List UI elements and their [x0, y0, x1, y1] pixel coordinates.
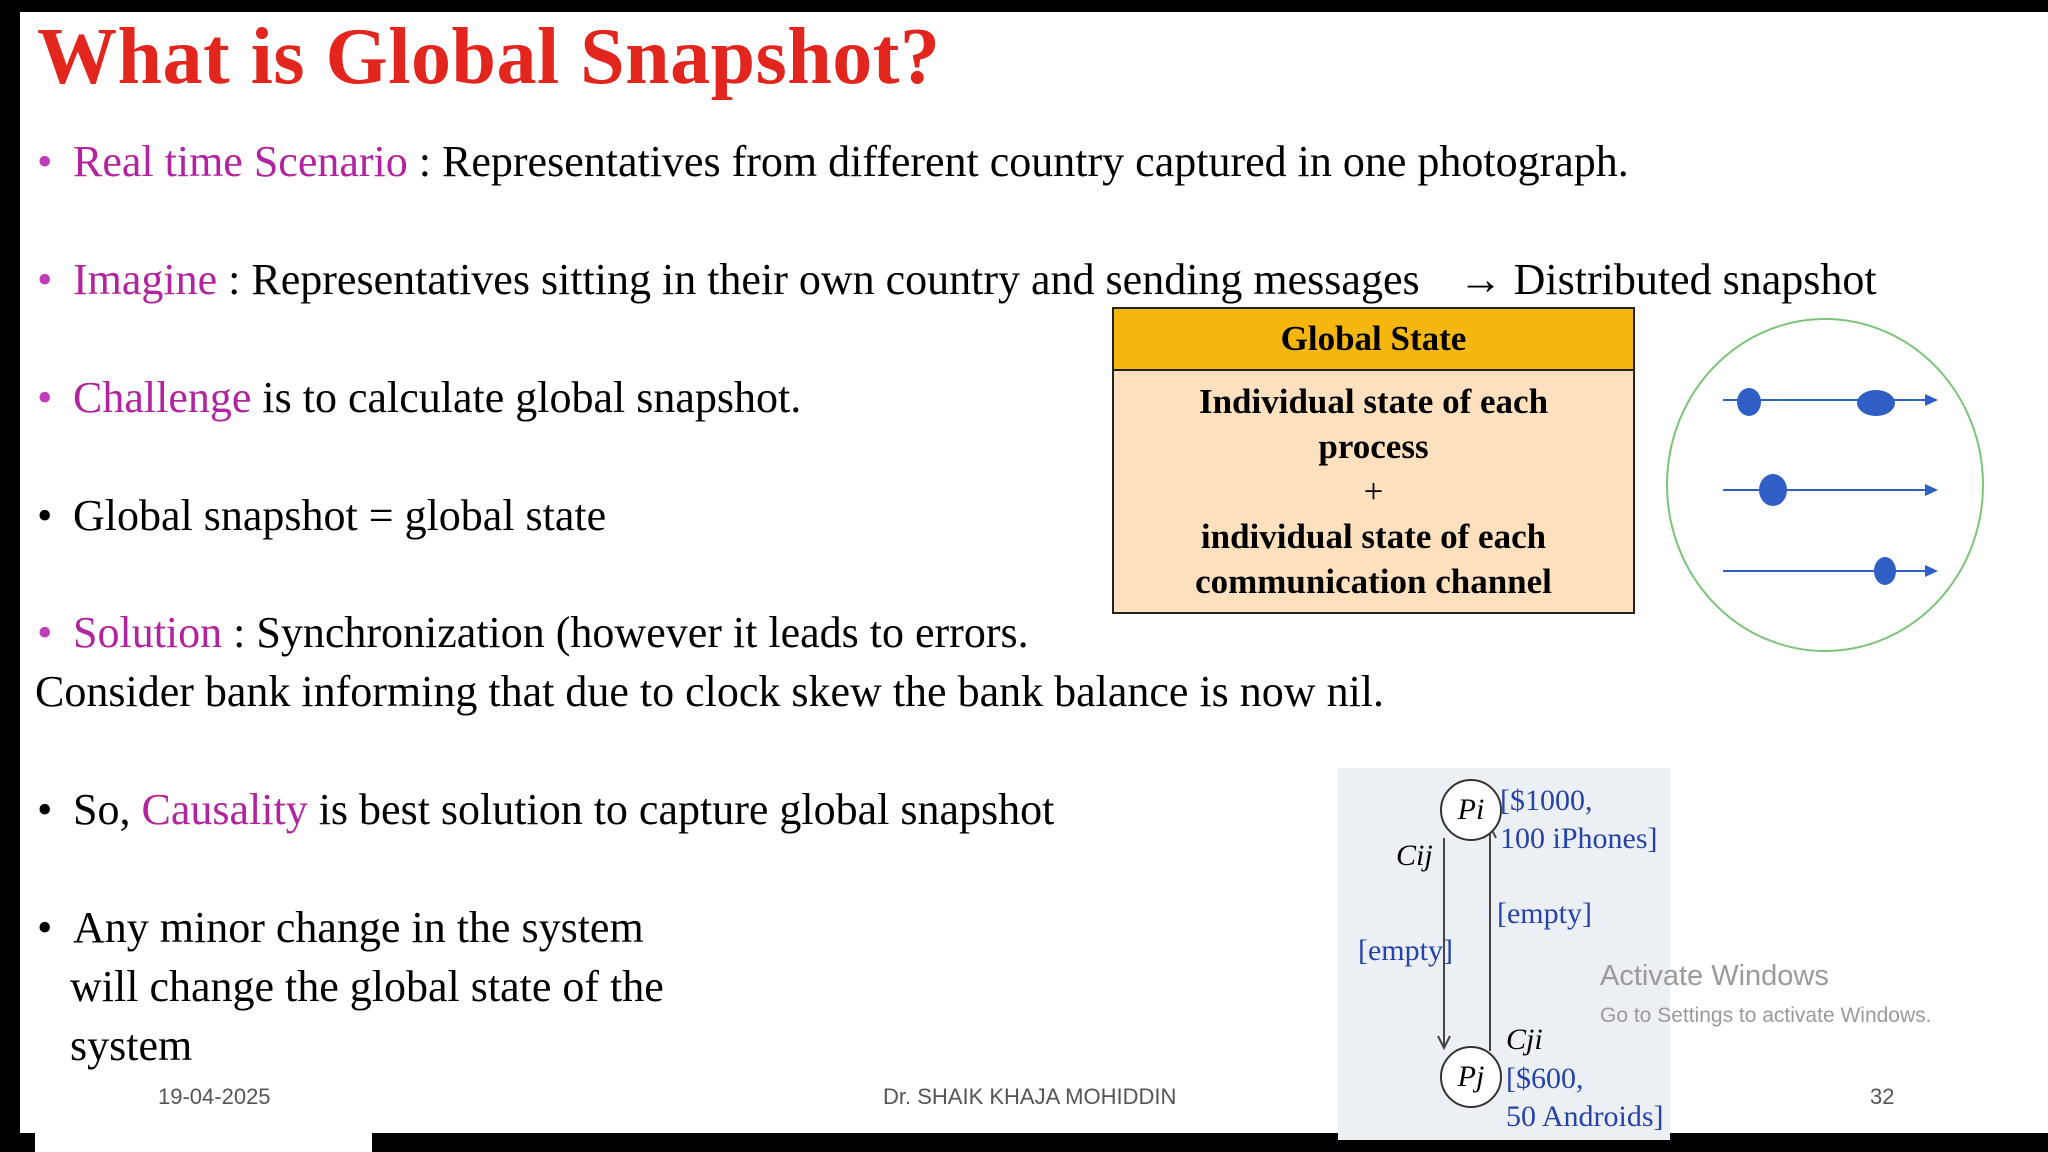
global-state-box [1112, 307, 1635, 614]
bullet-minor-change [37, 902, 644, 953]
footer-page-number: 32 [1870, 1084, 1895, 1109]
pi-state-line1: [$1000, [1500, 784, 1593, 817]
bullet-tail: Distributed snapshot [1513, 255, 1877, 304]
slide-title: What is Global Snapshot? [37, 13, 941, 101]
global-state-body [1114, 371, 1633, 604]
bullet-dot: • [37, 137, 53, 186]
term-causality: Causality [141, 785, 308, 834]
footer-date: 19-04-2025 [158, 1084, 271, 1109]
bullet-dot: • [37, 491, 53, 540]
bullet-pre: So, [73, 785, 142, 834]
global-state-line4: communication channel [1195, 562, 1552, 601]
channel-cij-label: Cij [1396, 839, 1433, 872]
pj-state-line1: [$600, [1506, 1062, 1584, 1095]
bullet-challenge [37, 372, 801, 423]
bullet-real-time [37, 136, 1629, 187]
activate-windows-subtitle: Go to Settings to activate Windows. [1600, 1004, 1932, 1027]
bottom-white-strip [35, 1133, 372, 1152]
global-state-line2: process [1318, 427, 1429, 466]
global-state-line1: Individual state of each [1198, 382, 1549, 421]
term-imagine: Imagine [73, 255, 218, 304]
event-dot [1737, 388, 1761, 416]
bullet-dot: • [37, 255, 53, 304]
bullet-imagine [37, 254, 1877, 305]
bullet-text: is to calculate global snapshot. [251, 373, 802, 422]
bullet-dot: • [37, 608, 53, 657]
channel-state-figure [1338, 768, 1670, 1140]
arrowhead-icon [1925, 484, 1938, 496]
global-state-header: Global State [1114, 309, 1633, 371]
pj-state-line2: 50 Androids] [1506, 1100, 1664, 1133]
bullet-text: : Representatives sitting in their own country and sending messages [217, 255, 1420, 304]
event-dot [1874, 557, 1896, 585]
empty-left-label: [empty] [1358, 934, 1453, 967]
activate-windows-title: Activate Windows [1600, 960, 1829, 992]
global-state-line3: individual state of each [1200, 517, 1547, 556]
diagram-circle [1667, 319, 1983, 651]
term-real-time: Real time Scenario [73, 137, 408, 186]
solution-continuation: Consider bank informing that due to clock skew the bank balance is now nil. [35, 667, 1385, 716]
process-pi: Pi [1440, 779, 1502, 841]
bullet-solution [37, 607, 1029, 658]
bullet-global-snapshot [37, 490, 606, 541]
channel-cji-label: Cji [1506, 1023, 1543, 1056]
process-pj: Pj [1440, 1046, 1502, 1108]
timeline-2 [1723, 474, 1938, 506]
bullet-text: is best solution to capture global snapshot [307, 785, 1055, 834]
arrowhead-icon [1925, 394, 1938, 406]
term-challenge: Challenge [73, 373, 252, 422]
bullet-dot: • [37, 903, 53, 952]
bullet-text: : Synchronization (however it leads to errors. [222, 608, 1029, 657]
bullet-minor-change-line3: system [70, 1021, 193, 1070]
empty-right-label: [empty] [1497, 897, 1592, 930]
timeline-1 [1723, 388, 1938, 416]
footer-author: Dr. SHAIK KHAJA MOHIDDIN [883, 1084, 1177, 1109]
process-timeline-diagram [1663, 310, 1993, 655]
bullet-text: Global snapshot = global state [73, 491, 607, 540]
term-solution: Solution [73, 608, 223, 657]
bullet-dot: • [37, 785, 53, 834]
event-dot [1857, 390, 1895, 416]
bullet-text: : Representatives from different country captured in one photograph. [407, 137, 1629, 186]
pi-state-line2: 100 iPhones] [1500, 822, 1658, 855]
timeline-3 [1723, 557, 1938, 585]
event-dot [1759, 474, 1787, 506]
arrowhead-icon [1925, 565, 1938, 577]
arrow-right-icon: → [1458, 255, 1503, 304]
global-state-plus: + [1363, 472, 1384, 511]
bullet-causality [37, 784, 1054, 835]
bullet-dot: • [37, 373, 53, 422]
bullet-minor-change-line2: will change the global state of the [70, 962, 664, 1011]
bullet-line1: Any minor change in the system [73, 903, 644, 952]
